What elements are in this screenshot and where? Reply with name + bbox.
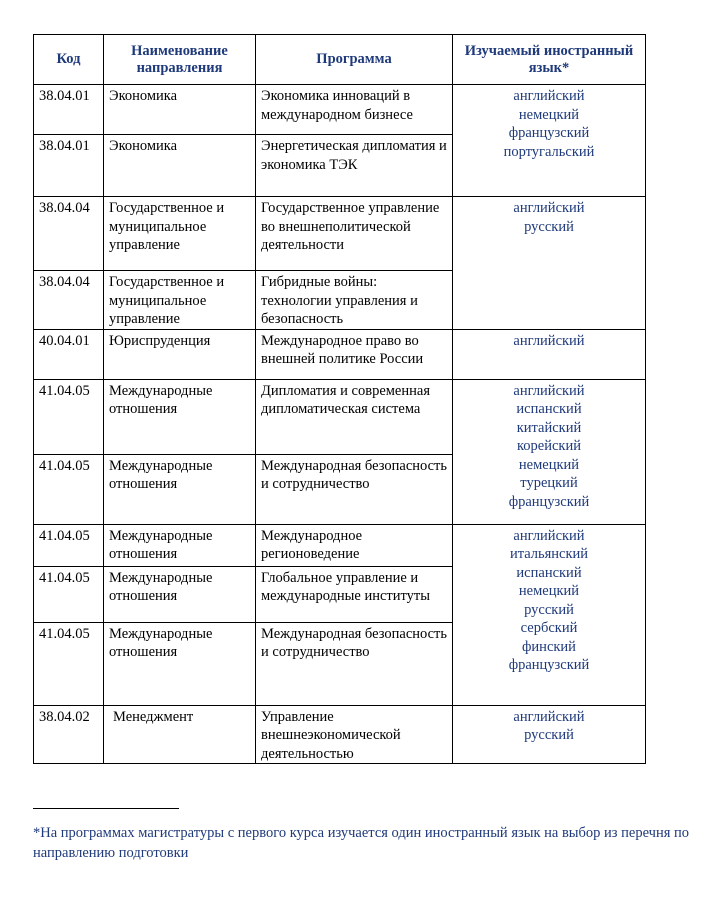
footnote-text: *На программах магистратуры с первого курса изучается один иностранный язык на выбор из перечня по направлению подготовки <box>33 825 690 861</box>
cell-direction: Экономика <box>104 135 256 197</box>
language-item: испанский <box>516 564 582 581</box>
cell-program: Экономика инноваций в международном бизнесе <box>256 85 453 135</box>
language-item: немецкий <box>518 456 580 473</box>
language-item: португальский <box>503 143 595 160</box>
table-row <box>34 197 646 271</box>
cell-program: Гибридные войны: технологии управления и безопасность <box>256 271 453 330</box>
cell-languages <box>453 197 646 330</box>
table-row <box>34 705 646 764</box>
cell-program: Дипломатия и современная дипломатическая система <box>256 379 453 454</box>
language-item: немецкий <box>518 106 580 123</box>
table-row <box>34 524 646 566</box>
cell-code: 41.04.05 <box>34 379 104 454</box>
language-item: корейский <box>516 438 581 454</box>
table-row <box>34 85 646 135</box>
cell-direction: Международные отношения <box>104 454 256 524</box>
cell-languages <box>453 705 646 764</box>
cell-direction: Юриспруденция <box>104 329 256 379</box>
cell-direction: Экономика <box>104 85 256 135</box>
cell-program: Международная безопасность и сотрудничество <box>256 622 453 705</box>
language-item: французский <box>508 493 590 510</box>
language-item: английский <box>513 382 585 399</box>
language-item: немецкий <box>518 583 580 599</box>
header-language: Изучаемый иностранный язык* <box>453 35 646 85</box>
cell-code: 38.04.01 <box>34 85 104 135</box>
cell-code: 38.04.04 <box>34 197 104 271</box>
language-item: французский <box>508 657 590 673</box>
cell-languages <box>453 379 646 524</box>
language-item: итальянский <box>509 546 589 562</box>
cell-code: 41.04.05 <box>34 566 104 622</box>
cell-program: Международная безопасность и сотрудничество <box>256 454 453 524</box>
language-item: русский <box>524 601 574 618</box>
cell-direction: Менеджмент <box>104 705 256 764</box>
header-direction: Наименование направления <box>104 35 256 85</box>
language-item: турецкий <box>520 475 578 491</box>
language-item: английский <box>513 527 585 544</box>
language-item: французский <box>508 125 590 141</box>
cell-code: 38.04.01 <box>34 135 104 197</box>
language-item: английский <box>513 332 585 349</box>
cell-direction: Международные отношения <box>104 622 256 705</box>
table-header-row <box>34 35 646 85</box>
cell-code: 38.04.04 <box>34 271 104 330</box>
language-item: финский <box>522 638 576 655</box>
cell-program: Глобальное управление и международные институты <box>256 566 453 622</box>
language-item: испанский <box>516 401 582 417</box>
language-item: китайский <box>516 419 582 436</box>
cell-languages <box>453 329 646 379</box>
cell-languages <box>453 85 646 197</box>
cell-code: 41.04.05 <box>34 524 104 566</box>
language-item: русский <box>524 218 574 235</box>
table-row <box>34 379 646 454</box>
cell-code: 38.04.02 <box>34 705 104 764</box>
cell-program: Международное регионоведение <box>256 524 453 566</box>
language-item: сербский <box>520 620 578 636</box>
table-row <box>34 329 646 379</box>
cell-program: Энергетическая дипломатия и экономика ТЭК <box>256 135 453 197</box>
language-item: русский <box>524 727 574 743</box>
cell-code: 41.04.05 <box>34 622 104 705</box>
cell-direction: Государственное и муниципальное управление <box>104 197 256 271</box>
cell-languages <box>453 524 646 705</box>
cell-program: Международное право во внешней политике России <box>256 329 453 379</box>
header-code: Код <box>34 35 104 85</box>
cell-code: 41.04.05 <box>34 454 104 524</box>
cell-direction: Международные отношения <box>104 524 256 566</box>
cell-program: Управление внешнеэкономической деятельностью <box>256 705 453 764</box>
cell-code: 40.04.01 <box>34 329 104 379</box>
cell-direction: Государственное и муниципальное управление <box>104 271 256 330</box>
cell-direction: Международные отношения <box>104 566 256 622</box>
footnote-divider <box>33 808 179 809</box>
programs-table <box>33 34 646 764</box>
language-item: английский <box>513 88 585 104</box>
header-program: Программа <box>256 35 453 85</box>
cell-direction: Международные отношения <box>104 379 256 454</box>
language-item: английский <box>513 200 585 216</box>
cell-program: Государственное управление во внешнеполитической деятельности <box>256 197 453 271</box>
language-item: английский <box>513 708 585 725</box>
